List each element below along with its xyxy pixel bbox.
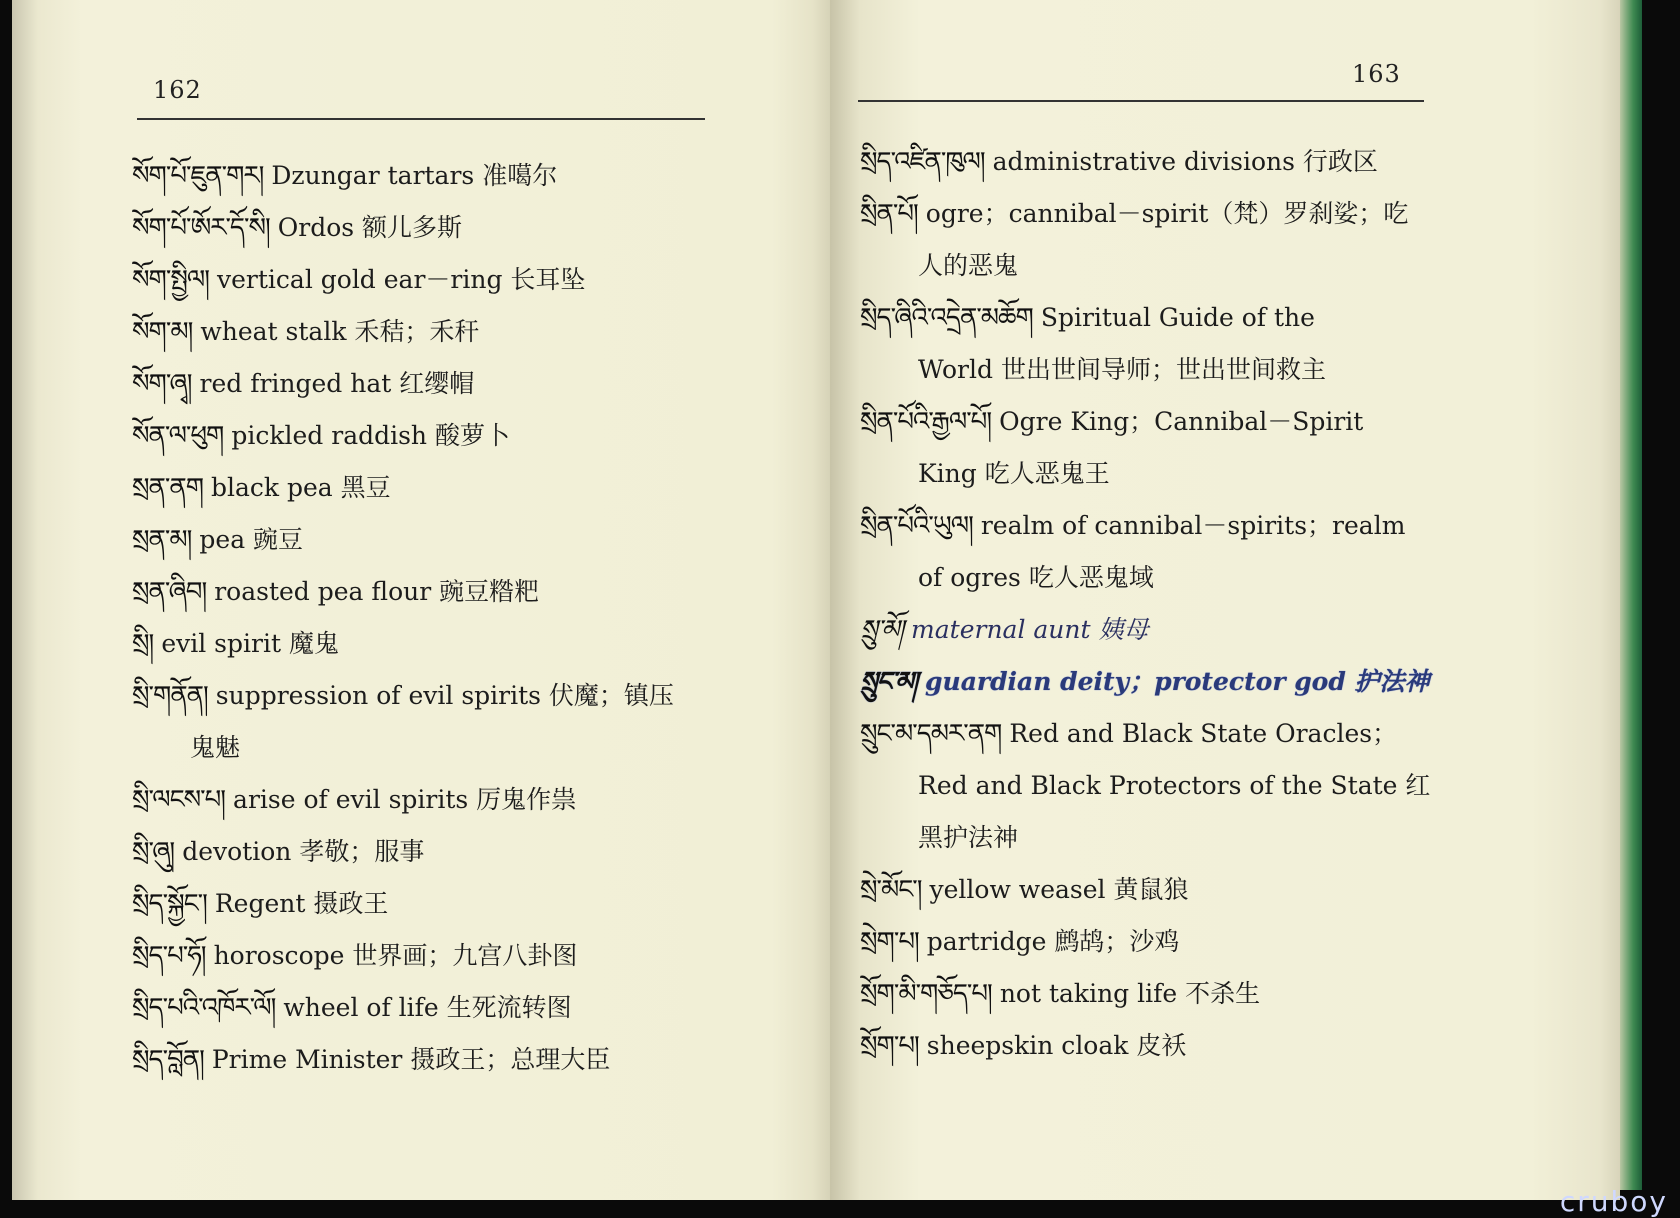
dictionary-entry: [132, 670, 832, 722]
tibetan-headword: སྲིད་འཛིན་ཁུལ།: [860, 147, 985, 177]
entry-definition: arise of evil spirits 厉鬼作祟: [233, 785, 577, 814]
entry-definition: partridge 鹧鸪；沙鸡: [926, 927, 1180, 956]
tibetan-headword: སྲི་གནོན།: [132, 681, 208, 711]
entry-definition: wheat stalk 禾秸；禾秆: [200, 317, 480, 346]
dictionary-entry: [132, 462, 832, 514]
tibetan-headword: སྲིད་སྐྱོང་།: [132, 889, 207, 919]
entry-definition: black pea 黑豆: [211, 473, 391, 502]
entry-definition: evil spirit 魔鬼: [161, 629, 339, 658]
entry-definition: devotion 孝敬；服事: [182, 837, 425, 866]
entry-list: [860, 136, 1560, 1072]
entry-list: [132, 150, 832, 1086]
entry-definition: yellow weasel 黄鼠狼: [929, 875, 1189, 904]
tibetan-headword: སོག་པོ་ཇུན་གར།: [132, 161, 264, 191]
dictionary-entry: [860, 916, 1560, 968]
tibetan-headword: སྲིད་པ་ཧོ།: [132, 941, 206, 971]
watermark-text: cruboy: [1559, 1185, 1668, 1218]
right-page: [830, 0, 1620, 1200]
dictionary-entry: [860, 604, 1560, 656]
dictionary-entry: [132, 566, 832, 618]
dictionary-entry: [860, 500, 1560, 552]
header-rule: [137, 118, 705, 120]
dictionary-entry: [860, 188, 1560, 240]
dictionary-entry: [132, 826, 832, 878]
tibetan-headword: སོག་སྤྱིལ།: [132, 265, 209, 295]
dictionary-entry: [860, 656, 1560, 708]
book-edge: [1620, 0, 1642, 1190]
entry-continuation: King 吃人恶鬼王: [918, 459, 1110, 488]
dictionary-entry: [860, 864, 1560, 916]
entry-definition: administrative divisions 行政区: [992, 147, 1378, 176]
dictionary-entry: [860, 292, 1560, 344]
entry-continuation: of ogres 吃人恶鬼域: [918, 563, 1154, 592]
tibetan-headword: སྲིད་པའི་འཁོར་ལོ།: [132, 993, 276, 1023]
page-number: 163: [1352, 60, 1401, 88]
entry-definition: Red and Black State Oracles；: [1009, 719, 1398, 748]
dictionary-entry: [860, 1020, 1560, 1072]
tibetan-headword: སྲིད་ཞིའི་འདྲེན་མཆོག: [860, 303, 1033, 333]
entry-definition: suppression of evil spirits 伏魔；镇压: [215, 681, 674, 710]
dictionary-entry: [860, 136, 1560, 188]
entry-definition: horoscope 世界画；九宫八卦图: [213, 941, 578, 970]
entry-definition: sheepskin cloak 皮袄: [926, 1031, 1187, 1060]
header-rule: [858, 100, 1424, 102]
dictionary-entry: [132, 306, 832, 358]
dictionary-entry: [132, 254, 832, 306]
tibetan-headword: སྲོག་མི་གཅོད་པ།: [860, 979, 992, 1009]
dictionary-entry: [132, 878, 832, 930]
dictionary-entry: [132, 150, 832, 202]
entry-definition: not taking life 不杀生: [999, 979, 1261, 1008]
dictionary-entry: [860, 708, 1560, 760]
tibetan-headword: སྲིན་པོའི་ཡུལ།: [860, 511, 973, 541]
entry-definition: vertical gold ear－ring 长耳坠: [217, 265, 586, 294]
dictionary-entry: [860, 968, 1560, 1020]
tibetan-headword: སོག་ཞྭ།: [132, 369, 192, 399]
tibetan-headword: སྲི་ཞུ།: [132, 837, 175, 867]
tibetan-headword: སྲུ་མོ།: [860, 615, 904, 645]
entry-definition: Ordos 额儿多斯: [277, 213, 463, 242]
dictionary-entry: [132, 358, 832, 410]
entry-definition: Spiritual Guide of the: [1040, 303, 1315, 332]
entry-definition: Regent 摄政王: [214, 889, 389, 918]
entry-definition: Dzungar tartars 准噶尔: [271, 161, 558, 190]
entry-definition: pickled raddish 酸萝卜: [231, 421, 510, 450]
dictionary-entry: [132, 618, 832, 670]
tibetan-headword: སྲུང་མ།: [860, 667, 918, 697]
entry-definition: ogre；cannibal－spirit（梵）罗刹娑；吃: [925, 199, 1409, 228]
dictionary-entry: [132, 982, 832, 1034]
tibetan-headword: སྲན་ཞིབ།: [132, 577, 207, 607]
tibetan-headword: སྲེ་མོང་།: [860, 875, 922, 905]
entry-definition: wheel of life 生死流转图: [283, 993, 572, 1022]
entry-continuation: 黑护法神: [918, 823, 1019, 852]
dictionary-entry: [132, 202, 832, 254]
dictionary-entry: [132, 410, 832, 462]
dictionary-entry: [860, 396, 1560, 448]
tibetan-headword: སྲུང་མ་དམར་ནག: [860, 719, 1002, 749]
tibetan-headword: སོག་པོ་ཨོར་དོ་སི།: [132, 213, 270, 243]
tibetan-headword: སྲོག་པ།: [860, 1031, 919, 1061]
entry-definition: roasted pea flour 豌豆糌粑: [214, 577, 540, 606]
tibetan-headword: སོན་ལ་ཕུག: [132, 421, 224, 451]
entry-definition: realm of cannibal－spirits；realm: [980, 511, 1406, 540]
tibetan-headword: སྲན་མ།: [132, 525, 192, 555]
dictionary-entry: [132, 514, 832, 566]
page-number: 162: [153, 76, 202, 104]
dictionary-entry: [132, 774, 832, 826]
entry-continuation: 鬼魅: [190, 733, 241, 762]
dictionary-entry: [132, 1034, 832, 1086]
tibetan-headword: སྲིན་པོ།: [860, 199, 918, 229]
entry-continuation: World 世出世间导师；世出世间救主: [918, 355, 1326, 384]
entry-continuation: 人的恶鬼: [918, 251, 1019, 280]
entry-definition: pea 豌豆: [199, 525, 304, 554]
entry-definition: maternal aunt 姨母: [911, 615, 1149, 644]
tibetan-headword: སྲིན་པོའི་རྒྱལ་པོ།: [860, 407, 992, 437]
tibetan-headword: སྲན་ནག: [132, 473, 203, 503]
entry-definition: Ogre King；Cannibal－Spirit: [999, 407, 1364, 436]
entry-continuation: Red and Black Protectors of the State 红: [918, 771, 1431, 800]
entry-definition: Prime Minister 摄政王；总理大臣: [211, 1045, 611, 1074]
left-page: [12, 0, 838, 1200]
tibetan-headword: སྲི་ལངས་པ།: [132, 785, 226, 815]
entry-definition: red fringed hat 红缨帽: [199, 369, 475, 398]
tibetan-headword: སོག་མ།: [132, 317, 193, 347]
tibetan-headword: སྲི།: [132, 629, 154, 659]
tibetan-headword: སྲིད་བློན།: [132, 1045, 204, 1075]
dictionary-entry: [132, 930, 832, 982]
entry-definition: guardian deity；protector god 护法神: [925, 667, 1430, 696]
tibetan-headword: སྲེག་པ།: [860, 927, 919, 957]
